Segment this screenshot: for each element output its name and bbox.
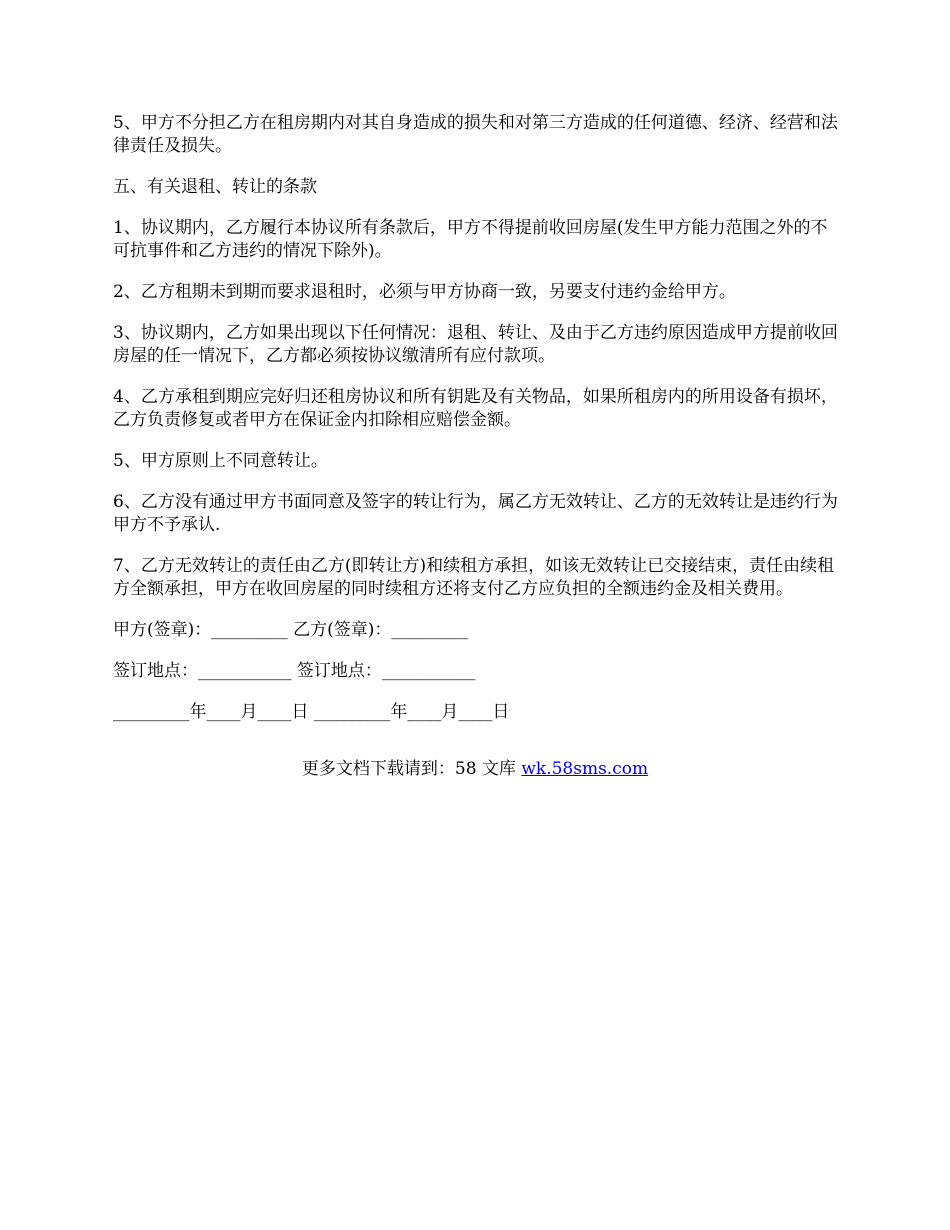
footer	[0, 758, 950, 781]
signature-date: _________年____月____日 _________年____月____日	[113, 702, 510, 722]
clause-5-no-transfer: 5、甲方原则上不同意转让。	[113, 451, 328, 471]
footer-text: 更多文档下载请到：58 文库	[301, 759, 522, 779]
clause-2-early-termination: 2、乙方租期未到期而要求退租时，必须与甲方协商一致，另要支付违约金给甲方。	[113, 282, 736, 302]
document-body	[113, 112, 838, 742]
footer-link[interactable]: wk.58sms.com	[521, 759, 649, 779]
clause-4-return: 4、乙方承租到期应完好归还租房协议和所有钥匙及有关物品，如果所租房内的所用设备有损坏，乙方负责修复或者甲方在保证金内扣除相应赔偿金额。	[113, 387, 838, 430]
section-heading-termination: 五、有关退租、转让的条款	[113, 177, 317, 197]
signature-parties: 甲方(签章)：_________ 乙方(签章)：_________	[113, 620, 468, 640]
clause-6-invalid-transfer: 6、乙方没有通过甲方书面同意及签字的转让行为，属乙方无效转让、乙方的无效转让是违约行为甲方不予承认.	[113, 492, 838, 535]
clause-5-liability: 5、甲方不分担乙方在租房期内对其自身造成的损失和对第三方造成的任何道德、经济、经营和法律责任及损失。	[113, 113, 838, 156]
signature-place: 签订地点：___________ 签订地点：___________	[113, 661, 476, 681]
clause-7-transfer-liability: 7、乙方无效转让的责任由乙方(即转让方)和续租方承担，如该无效转让已交接结束，责任由续租方全额承担，甲方在收回房屋的同时续租方还将支付乙方应负担的全额违约金及相关费用。	[113, 556, 835, 599]
clause-3-payment: 3、协议期内，乙方如果出现以下任何情况：退租、转让、及由于乙方违约原因造成甲方提前收回房屋的任一情况下，乙方都必须按协议缴清所有应付款项。	[113, 323, 838, 366]
clause-1-early-recall: 1、协议期内，乙方履行本协议所有条款后，甲方不得提前收回房屋(发生甲方能力范围之外的不可抗事件和乙方违约的情况下除外)。	[113, 218, 828, 261]
